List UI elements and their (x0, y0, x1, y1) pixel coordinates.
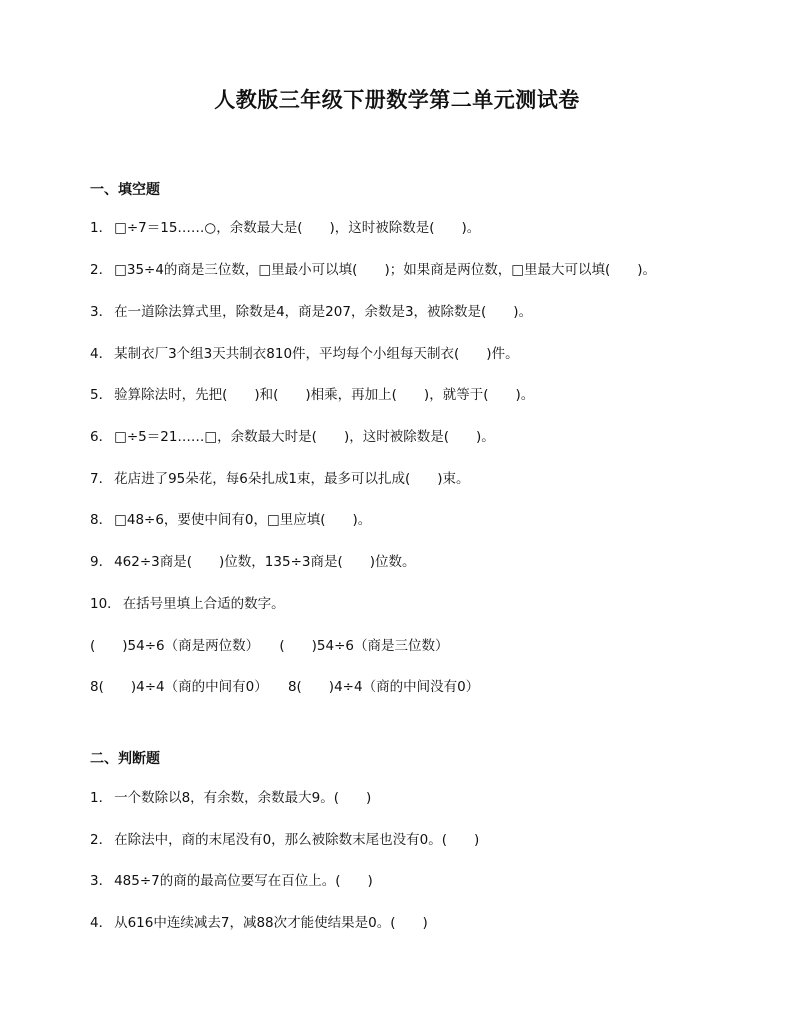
question-item (90, 511, 371, 529)
question-number: 2． (90, 262, 113, 278)
question-number: 6． (90, 429, 113, 445)
question-number: 5． (90, 387, 113, 403)
question-number: 9． (90, 554, 113, 570)
question-item (90, 872, 373, 890)
question-item (90, 345, 519, 363)
question-text: 花店进了95朵花，每6朵扎成1束，最多可以扎成( )束。 (114, 471, 470, 487)
question-item (90, 595, 285, 613)
question-number: 1． (90, 220, 113, 236)
question-text: 在一道除法算式里，除数是4，商是207，余数是3，被除数是( )。 (114, 304, 533, 320)
question-number: 2． (90, 832, 113, 848)
question-number: 4． (90, 346, 113, 362)
question-text: 462÷3商是( )位数，135÷3商是( )位数。 (114, 554, 416, 570)
question-item (90, 386, 534, 404)
question-text: 在括号里填上合适的数字。 (122, 596, 285, 612)
question-number: 8． (90, 512, 113, 528)
section-heading-true-false: 二、判断题 (90, 751, 160, 767)
question-text: □÷7＝15……○，余数最大是( )，这时被除数是( )。 (114, 220, 481, 236)
question-number: 4． (90, 915, 113, 931)
question-number: 3． (90, 304, 113, 320)
question-number: 1． (90, 790, 113, 806)
question-item (90, 553, 416, 571)
question-text: 在除法中，商的末尾没有0，那么被除数末尾也没有0。( ) (114, 832, 480, 848)
question-text: □48÷6，要使中间有0，□里应填( )。 (114, 512, 372, 528)
question-text: 验算除法时，先把( )和( )相乘，再加上( )，就等于( )。 (114, 387, 535, 403)
question-item (90, 831, 479, 849)
question-number: 3． (90, 873, 113, 889)
question-subline: ( )54÷6（商是两位数） ( )54÷6（商是三位数） (90, 638, 449, 654)
question-number: 7． (90, 471, 113, 487)
question-text: 某制衣厂3个组3天共制衣810件，平均每个小组每天制衣( )件。 (114, 346, 519, 362)
question-item (90, 219, 480, 237)
section-heading-fill-blank: 一、填空题 (90, 182, 160, 198)
question-number: 10． (90, 596, 121, 612)
question-text: 从616中连续减去7，减88次才能使结果是0。( ) (114, 915, 428, 931)
question-text: □÷5＝21……□，余数最大时是( )，这时被除数是( )。 (114, 429, 495, 445)
question-subline: 8( )4÷4（商的中间有0） 8( )4÷4（商的中间没有0） (90, 679, 480, 695)
question-item (90, 789, 371, 807)
question-item (90, 261, 656, 279)
question-item (90, 470, 469, 488)
question-item (90, 428, 495, 446)
question-text: 一个数除以8，有余数，余数最大9。( ) (114, 790, 372, 806)
question-item (90, 914, 428, 932)
page-title: 人教版三年级下册数学第二单元测试卷 (214, 88, 580, 112)
question-text: □35÷4的商是三位数，□里最小可以填( )；如果商是两位数，□里最大可以填( )。 (114, 262, 657, 278)
question-item (90, 303, 532, 321)
question-text: 485÷7的商的最高位要写在百位上。( ) (114, 873, 373, 889)
